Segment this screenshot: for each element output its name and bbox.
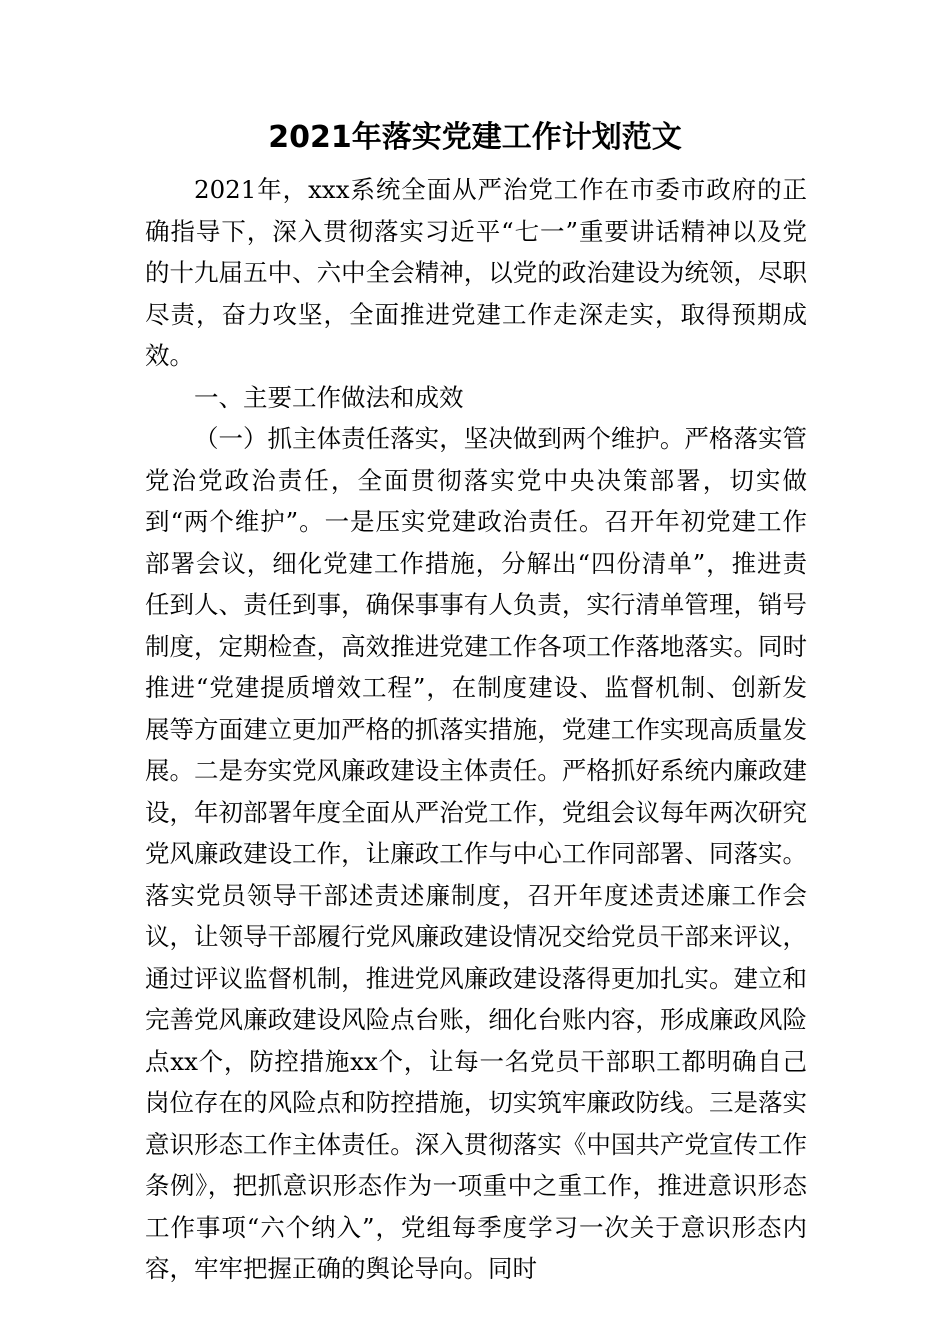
intro-paragraph: 2021年，xxx系统全面从严治党工作在市委市政府的正确指导下，深入贯彻落实习近平“七一”重要讲话精神以及党的十九届五中、六中全会精神，以党的政治建设为统领，尽职尽责，奋力攻坚，全面推进党建工作走深走实，取得预期成效。 — [145, 175, 807, 370]
document-body — [145, 169, 807, 1290]
body-paragraph: （一）抓主体责任落实，坚决做到两个维护。严格落实管党治党政治责任，全面贯彻落实党中央决策部署，切实做到“两个维护”。一是压实党建政治责任。召开年初党建工作部署会议，细化党建工作措施，分解出“四份清单”，推进责任到人、责任到事，确保事事有人负责，实行清单管理，销号制度，定期检查，高效推进党建工作各项工作落地落实。同时推进“党建提质增效工程”，在制度建设、监督机制、创新发展等方面建立更加严格的抓落实措施，党建工作实现高质量发展。二是夯实党风廉政建设主体责任。严格抓好系统内廉政建设，年初部署年度全面从严治党工作，党组会议每年两次研究党风廉政建设工作，让廉政工作与中心工作同部署、同落实。落实党员领导干部述责述廉制度，召开年度述责述廉工作会议，让领导干部履行党风廉政建设情况交给党员干部来评议，通过评议监督机制，推进党风廉政建设落得更加扎实。建立和完善党风廉政建设风险点台账，细化台账内容，形成廉政风险点xx个，防控措施xx个，让每一名党员干部职工都明确自己岗位存在的风险点和防控措施，切实筑牢廉政防线。三是落实意识形态工作主体责任。深入贯彻落实《中国共产党宣传工作条例》，把抓意识形态作为一项重中之重工作，推进意识形态工作事项“六个纳入”，党组每季度学习一次关于意识形态内容，牢牢把握正确的舆论导向。同时 — [145, 424, 807, 1283]
document-title: 2021年落实党建工作计划范文 — [268, 120, 682, 155]
section-heading: 一、主要工作做法和成效 — [194, 382, 464, 412]
